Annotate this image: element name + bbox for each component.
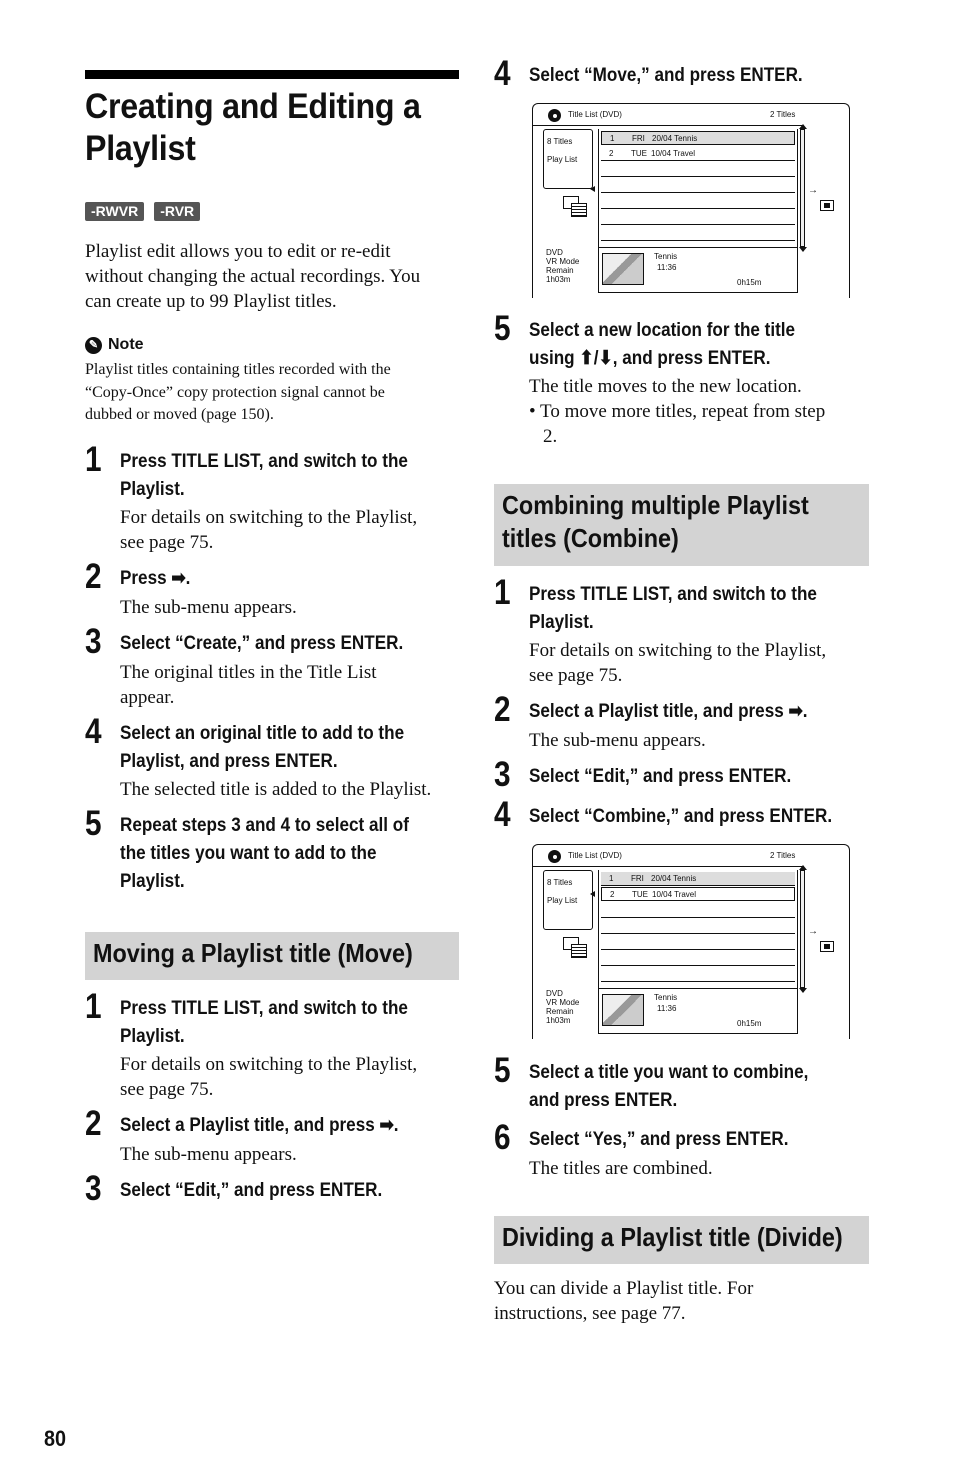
list-row-empty [601, 163, 795, 177]
row-day: FRI [631, 874, 644, 883]
step-number: 6 [494, 1118, 511, 1157]
page-number: 80 [44, 1426, 67, 1451]
step-title: Playlist. [529, 612, 594, 633]
step-title [529, 698, 840, 726]
list-row [601, 131, 795, 145]
list-row [601, 887, 795, 901]
section-heading-move [85, 932, 459, 980]
disc-info-line: Remain [546, 1007, 574, 1016]
side-tab-titles: 8 Titles [547, 878, 573, 887]
step-title: the titles you want to add to the [120, 843, 377, 864]
right-pointer-icon: → [808, 185, 818, 196]
row-day: FRI [632, 134, 645, 143]
side-tab-titles: 8 Titles [547, 137, 573, 146]
step-body: The titles are combined. [529, 1158, 713, 1179]
scrollbar [800, 870, 805, 988]
screen-divider [532, 125, 802, 126]
step-number: 3 [85, 622, 102, 661]
list-row-empty [601, 968, 795, 982]
side-tab-playlist: Play List [547, 896, 578, 905]
step-number: 4 [494, 795, 511, 834]
step-title: Select “Yes,” and press ENTER. [529, 1129, 789, 1150]
row-date-name: 20/04 Tennis [651, 874, 697, 883]
step-number: 4 [494, 54, 511, 93]
disc-icon [548, 109, 561, 122]
up-arrow-icon: ⬆ [579, 348, 594, 369]
divide-text [494, 1276, 874, 1326]
step-title: Playlist. [120, 479, 185, 500]
step-title: Playlist, and press ENTER. [120, 751, 338, 772]
info-name: Tennis [654, 252, 678, 261]
screen-info-panel [598, 247, 798, 293]
step-title: Select “Create,” and press ENTER. [120, 633, 404, 654]
step-title: Playlist. [120, 871, 185, 892]
screen-divider [532, 866, 802, 867]
badge-rvr: -RVR [154, 202, 200, 221]
list-row-empty [601, 211, 795, 225]
disc-icon [548, 850, 561, 863]
note-text [85, 359, 465, 427]
row-date-name: 10/04 Travel [651, 149, 696, 158]
step-number: 5 [494, 1051, 511, 1090]
row-number: 2 [609, 149, 614, 158]
step-number: 2 [85, 557, 102, 596]
disc-info-line: DVD [546, 989, 563, 998]
step-body: see page 75. [120, 532, 214, 553]
title-list-screen-combine [532, 844, 852, 1039]
row-date-name: 10/04 Travel [652, 890, 697, 899]
list-row-empty [601, 179, 795, 193]
left-pointer-icon [590, 186, 595, 192]
page-title-line1: Creating and Editing a [85, 87, 421, 126]
step-title: Select a title you want to combine, [529, 1062, 809, 1083]
intro-line: Playlist edit allows you to edit or re-edit [85, 241, 391, 262]
step-title: using ⬆/⬇, and press ENTER. [529, 345, 840, 373]
step-title: Repeat steps 3 and 4 to select all of [120, 815, 409, 836]
submenu-icon [563, 196, 587, 216]
screen-title-count: 2 Titles [770, 110, 796, 119]
note-label: Note [108, 336, 144, 353]
step-title: Press TITLE LIST, and switch to the [529, 584, 817, 605]
section-heading-text: Dividing a Playlist title (Divide) [502, 1222, 843, 1252]
list-row-empty [601, 227, 795, 241]
badge-rwvr: -RWVR [85, 202, 144, 221]
list-row-empty [601, 952, 795, 966]
divide-line: instructions, see page 77. [494, 1303, 686, 1324]
step-body: appear. [120, 687, 175, 708]
info-duration: 0h15m [737, 1019, 762, 1028]
screen-title: Title List (DVD) [568, 851, 622, 860]
list-row [601, 147, 795, 161]
format-badges [85, 202, 200, 221]
step-title [120, 1112, 431, 1140]
step-title [120, 565, 431, 593]
row-number: 1 [610, 134, 615, 143]
disc-info [546, 989, 579, 1025]
step-number: 1 [85, 440, 102, 479]
display-icon [820, 200, 834, 211]
step-body: The title moves to the new location. [529, 376, 802, 397]
display-icon [820, 941, 834, 952]
list-row-empty [601, 920, 795, 934]
step-body: see page 75. [120, 1079, 214, 1100]
left-pointer-icon [590, 891, 595, 897]
thumbnail [602, 994, 644, 1026]
row-day: TUE [631, 149, 647, 158]
step-body: The sub-menu appears. [120, 597, 297, 618]
screen-info-panel [598, 988, 798, 1034]
list-row-empty [601, 904, 795, 918]
step-title: Playlist. [120, 1026, 185, 1047]
step-title: Select “Combine,” and press ENTER. [529, 806, 833, 827]
disc-info-line: VR Mode [546, 998, 580, 1007]
note-icon: ✎ [85, 337, 102, 354]
step-title: Select an original title to add to the [120, 723, 405, 744]
step-body: For details on switching to the Playlist, [529, 640, 827, 661]
step-number: 5 [494, 309, 511, 348]
step-number: 3 [494, 755, 511, 794]
step-number: 4 [85, 712, 102, 751]
info-time: 11:36 [657, 263, 677, 272]
disc-info [546, 248, 579, 284]
intro-text [85, 239, 465, 314]
page-title-line2: Playlist [85, 129, 196, 168]
disc-info-line: Remain [546, 266, 574, 275]
screen-side-tabs [543, 129, 593, 189]
row-number: 1 [609, 874, 614, 883]
down-arrow-icon: ⬇ [598, 348, 613, 369]
submenu-icon [563, 937, 587, 957]
step-title-suffix: . [185, 568, 191, 589]
step-number: 3 [85, 1169, 102, 1208]
step-number: 5 [85, 804, 102, 843]
step-number: 2 [494, 690, 511, 729]
step-body: see page 75. [529, 665, 623, 686]
title-rule [85, 70, 459, 79]
page-title [85, 86, 429, 170]
disc-info-line: DVD [546, 248, 563, 257]
step-title: Select a new location for the title [529, 320, 796, 341]
note-heading [85, 336, 144, 354]
right-pointer-icon: → [808, 926, 818, 937]
list-row [601, 872, 795, 886]
step-title: Press TITLE LIST, and switch to the [120, 451, 408, 472]
intro-line: without changing the actual recordings. You [85, 266, 421, 287]
row-day: TUE [632, 890, 648, 899]
step-title: Select “Edit,” and press ENTER. [529, 766, 792, 787]
side-tab-playlist: Play List [547, 155, 578, 164]
right-arrow-icon: ➡ [788, 701, 803, 722]
step-number: 1 [494, 573, 511, 612]
step-body: The sub-menu appears. [529, 730, 706, 751]
section-heading-combine [494, 484, 869, 566]
step-title-text: Press [120, 568, 167, 589]
list-row-empty [601, 195, 795, 209]
disc-info-line: VR Mode [546, 257, 580, 266]
step-number: 2 [85, 1104, 102, 1143]
intro-line: can create up to 99 Playlist titles. [85, 291, 337, 312]
info-duration: 0h15m [737, 278, 762, 287]
disc-info-line: 1h03m [546, 1016, 571, 1025]
step-title-suffix: . [393, 1115, 399, 1136]
divide-line: You can divide a Playlist title. For [494, 1278, 754, 1299]
section-heading-text: Moving a Playlist title (Move) [93, 938, 413, 968]
screen-title: Title List (DVD) [568, 110, 622, 119]
step-title-suffix: . [802, 701, 808, 722]
step-title-text: , and press ENTER. [612, 348, 771, 369]
step-title-text: Select a Playlist title, and press [529, 701, 784, 722]
step-body: For details on switching to the Playlist, [120, 1054, 418, 1075]
right-arrow-icon: ➡ [379, 1115, 394, 1136]
step-title: Select “Move,” and press ENTER. [529, 65, 803, 86]
section-heading-text: Combining multiple Playlist [502, 490, 809, 520]
step-body: • To move more titles, repeat from step [529, 401, 826, 422]
step-body: The selected title is added to the Playlist. [120, 779, 432, 800]
step-title-text: using [529, 348, 575, 369]
step-title-text: Select a Playlist title, and press [120, 1115, 375, 1136]
right-arrow-icon: ➡ [171, 568, 186, 589]
list-row-empty [601, 936, 795, 950]
step-body: 2. [543, 426, 558, 447]
step-body: For details on switching to the Playlist, [120, 507, 418, 528]
disc-info-line: 1h03m [546, 275, 571, 284]
step-title: Press TITLE LIST, and switch to the [120, 998, 408, 1019]
row-date-name: 20/04 Tennis [652, 134, 698, 143]
step-body: The original titles in the Title List [120, 662, 377, 683]
step-title: Select “Edit,” and press ENTER. [120, 1180, 383, 1201]
info-time: 11:36 [657, 1004, 677, 1013]
step-number: 1 [85, 987, 102, 1026]
screen-side-tabs [543, 870, 593, 930]
note-line: Playlist titles containing titles recorded with the [85, 361, 391, 378]
scrollbar [800, 129, 805, 247]
note-line: dubbed or moved (page 150). [85, 406, 274, 423]
note-line: “Copy-Once” copy protection signal cannot be [85, 383, 385, 401]
section-heading-divide [494, 1216, 869, 1264]
step-title: and press ENTER. [529, 1090, 678, 1111]
step-body: The sub-menu appears. [120, 1144, 297, 1165]
thumbnail [602, 253, 644, 285]
row-number: 2 [610, 890, 615, 899]
info-name: Tennis [654, 993, 678, 1002]
screen-title-count: 2 Titles [770, 851, 796, 860]
section-heading-text: titles (Combine) [502, 523, 679, 553]
title-list-screen-move [532, 103, 852, 298]
